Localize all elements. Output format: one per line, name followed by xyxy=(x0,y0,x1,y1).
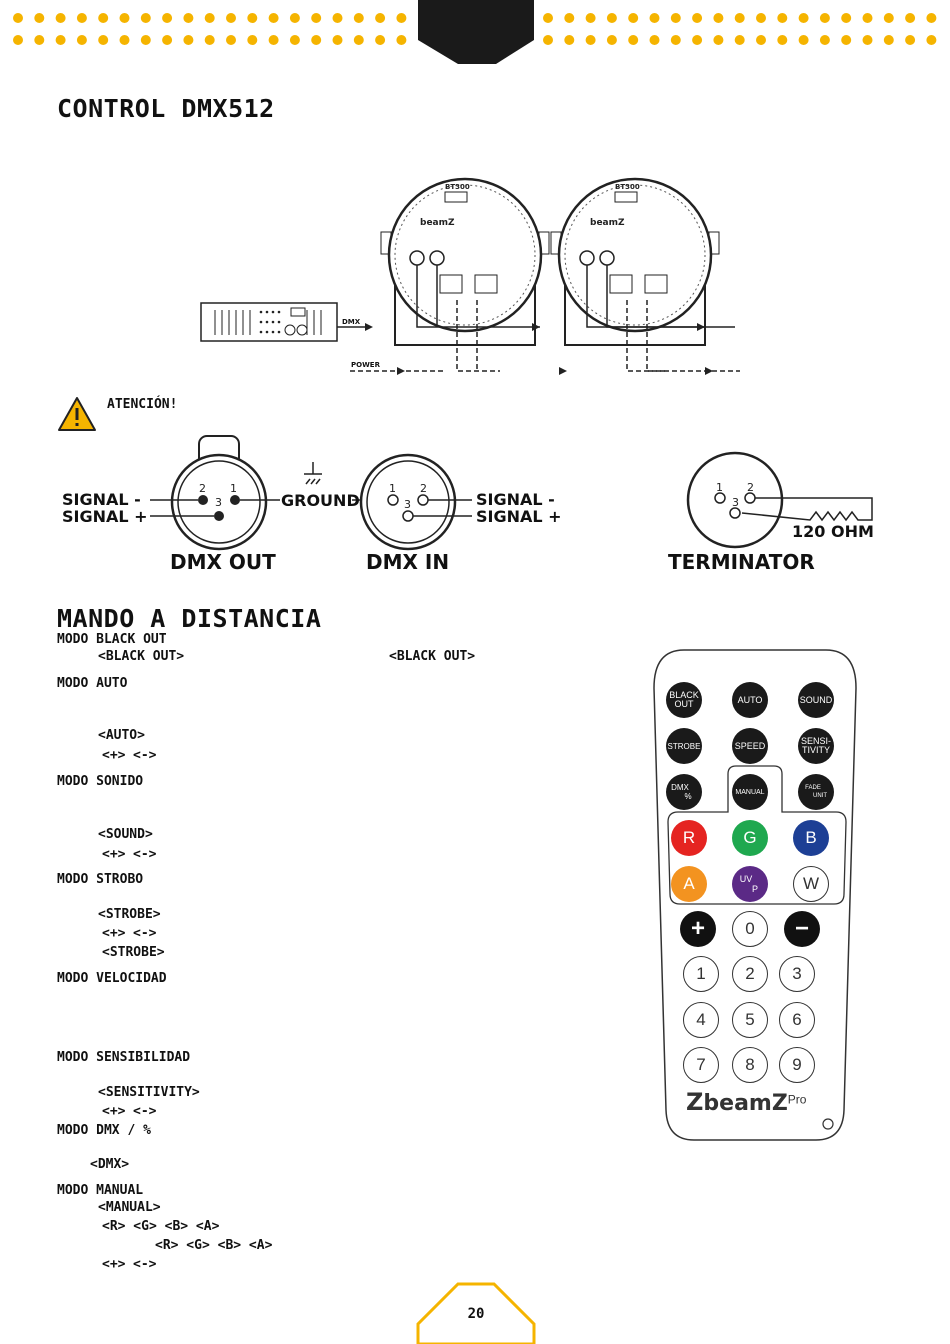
green-button-label: G xyxy=(743,828,757,847)
terminator-label: TERMINATOR xyxy=(668,550,815,574)
dmx-percent-button[interactable] xyxy=(666,774,702,810)
remote-brand: beamZ xyxy=(703,1091,788,1116)
white-button[interactable] xyxy=(793,866,829,902)
strobe-button-label: STROBE xyxy=(667,741,701,751)
speed-title: MODO VELOCIDAD xyxy=(57,971,167,986)
black-out-line: <BLACK OUT> xyxy=(98,649,185,664)
sound-button[interactable] xyxy=(798,682,834,718)
manual-line: <MANUAL> xyxy=(98,1200,161,1215)
fade-unit-button-label: UNIT xyxy=(813,793,827,799)
p-button-label: P xyxy=(751,884,758,894)
auto-line: <AUTO> xyxy=(98,728,145,743)
sensitivity-button-label: SENSI- xyxy=(800,736,831,746)
signal-plus-out: SIGNAL + xyxy=(62,507,148,526)
strobe-button[interactable] xyxy=(666,728,702,764)
number-9-button[interactable] xyxy=(779,1047,815,1083)
red-button[interactable] xyxy=(671,820,707,856)
fixture-1 xyxy=(381,179,549,345)
ohm-label: 120 OHM xyxy=(792,522,874,541)
svg-text:2: 2 xyxy=(747,481,754,494)
amber-button-label: A xyxy=(683,874,695,893)
manual-line: <-> xyxy=(133,1257,157,1272)
black-out-title: MODO BLACK OUT xyxy=(57,632,167,647)
manual-button[interactable] xyxy=(732,774,768,810)
number-8-button[interactable] xyxy=(732,1047,768,1083)
black-out-button-label: OUT xyxy=(674,699,694,709)
signal-minus-in: SIGNAL - xyxy=(476,490,555,509)
number-4-button[interactable] xyxy=(683,1002,719,1038)
fade-unit-button-label: FADE xyxy=(805,785,821,791)
svg-text:1: 1 xyxy=(389,482,396,495)
white-button-label: W xyxy=(802,874,820,893)
plus-button[interactable] xyxy=(680,911,716,947)
sound-line: <+> xyxy=(102,847,126,862)
manual-title: MODO MANUAL xyxy=(57,1183,144,1198)
auto-button[interactable] xyxy=(732,682,768,718)
number-label: 6 xyxy=(792,1010,802,1029)
number-label: 2 xyxy=(745,964,755,983)
amber-button[interactable] xyxy=(671,866,707,902)
sensitivity-line: <+> xyxy=(102,1104,126,1119)
svg-text:BT300: BT300 xyxy=(445,183,470,191)
black-out-button[interactable] xyxy=(666,682,702,718)
svg-text:beamZ: beamZ xyxy=(420,218,455,228)
signal-minus-out: SIGNAL - xyxy=(62,490,141,509)
warning-icon xyxy=(57,396,97,432)
strobe-line: <STROBE> xyxy=(102,945,165,960)
dmx-out-connector xyxy=(150,436,280,549)
zero-button-label: 0 xyxy=(745,919,755,938)
page-number: 20 xyxy=(467,1306,485,1322)
dmx-cable-label: DMX xyxy=(342,318,361,326)
red-button-label: R xyxy=(682,828,696,847)
number-label: 9 xyxy=(792,1055,802,1074)
warning-label: ATENCIÓN! xyxy=(107,397,178,412)
header-decoration xyxy=(0,0,950,70)
number-2-button[interactable] xyxy=(732,956,768,992)
dmx-in-connector xyxy=(361,455,472,549)
svg-text:2: 2 xyxy=(199,482,206,495)
black-out-button-label: BLACK xyxy=(669,690,699,700)
plus-icon: + xyxy=(690,915,705,942)
remote-brand-suffix: Pro xyxy=(787,1092,807,1107)
sensitivity-button[interactable] xyxy=(798,728,834,764)
dmx-percent-button-label: % xyxy=(684,792,692,801)
svg-text:1: 1 xyxy=(716,481,723,494)
speed-button-label: SPEED xyxy=(734,740,766,751)
auto-button-label: AUTO xyxy=(737,694,763,705)
dmx-percent-button-label: DMX xyxy=(671,783,689,792)
dmx-chain-diagram xyxy=(195,170,755,380)
minus-icon: − xyxy=(794,915,809,942)
number-label: 4 xyxy=(696,1010,706,1029)
sensitivity-line: <-> xyxy=(133,1104,157,1119)
strobe-title: MODO STROBO xyxy=(57,872,144,887)
svg-text:beamZ: beamZ xyxy=(590,218,625,228)
uv-button-label: UV xyxy=(739,874,753,884)
green-button[interactable] xyxy=(732,820,768,856)
zero-button[interactable] xyxy=(732,911,768,947)
strobe-line: <STROBE> xyxy=(98,907,161,922)
sound-button-label: SOUND xyxy=(799,694,833,705)
manual-button-label: MANUAL xyxy=(735,788,765,796)
manual-line: <R> <G> <B> <A> xyxy=(102,1219,220,1234)
blue-button[interactable] xyxy=(793,820,829,856)
number-5-button[interactable] xyxy=(732,1002,768,1038)
dmx-controller xyxy=(201,303,337,341)
fixture-2 xyxy=(551,179,719,345)
number-1-button[interactable] xyxy=(683,956,719,992)
number-label: 3 xyxy=(792,964,802,983)
number-6-button[interactable] xyxy=(779,1002,815,1038)
sensitivity-line: <SENSITIVITY> xyxy=(98,1085,200,1100)
strobe-line: <+> xyxy=(102,926,126,941)
sound-line: <SOUND> xyxy=(98,827,153,842)
sound-title: MODO SONIDO xyxy=(57,774,144,789)
speed-button[interactable] xyxy=(732,728,768,764)
uv-p-button[interactable] xyxy=(732,866,768,902)
manual-line: <+> xyxy=(102,1257,126,1272)
number-7-button[interactable] xyxy=(683,1047,719,1083)
number-label: 1 xyxy=(696,964,706,983)
dmx-section-title: CONTROL DMX512 xyxy=(57,94,275,123)
sound-line: <-> xyxy=(133,847,157,862)
power-cable-label: POWER xyxy=(351,361,380,369)
blue-button-label: B xyxy=(805,828,817,847)
number-label: 5 xyxy=(745,1010,755,1029)
auto-line: <-> xyxy=(133,748,157,763)
svg-text:1: 1 xyxy=(230,482,237,495)
fade-unit-button[interactable] xyxy=(798,774,834,810)
auto-title: MODO AUTO xyxy=(57,676,128,691)
remote-control xyxy=(650,648,860,1144)
remote-brand-logo xyxy=(686,1088,806,1116)
number-label: 8 xyxy=(745,1055,755,1074)
number-3-button[interactable] xyxy=(779,956,815,992)
minus-button[interactable] xyxy=(784,911,820,947)
manual-line: <R> <G> <B> <A> xyxy=(155,1238,273,1253)
ground-label: GROUND xyxy=(281,491,360,510)
svg-text:3: 3 xyxy=(215,496,222,509)
sensitivity-button-label: TIVITY xyxy=(801,745,830,755)
sensitivity-title: MODO SENSIBILIDAD xyxy=(57,1050,191,1065)
dmx-in-label: DMX IN xyxy=(366,550,450,574)
remote-section-title: MANDO A DISTANCIA xyxy=(57,604,322,633)
beamz-logo-icon: Z xyxy=(686,1088,704,1116)
dmx-out-label: DMX OUT xyxy=(170,550,276,574)
svg-text:2: 2 xyxy=(420,482,427,495)
number-label: 7 xyxy=(696,1055,706,1074)
auto-line: <+> xyxy=(102,748,126,763)
svg-text:3: 3 xyxy=(732,496,739,509)
svg-text:3: 3 xyxy=(404,498,411,511)
signal-plus-in: SIGNAL + xyxy=(476,507,562,526)
black-out-line: <BLACK OUT> xyxy=(389,649,476,664)
dmx-pct-title: MODO DMX / % xyxy=(57,1123,151,1138)
svg-text:BT300: BT300 xyxy=(615,183,640,191)
strobe-line: <-> xyxy=(133,926,157,941)
dmx-pct-line: <DMX> xyxy=(90,1157,130,1172)
